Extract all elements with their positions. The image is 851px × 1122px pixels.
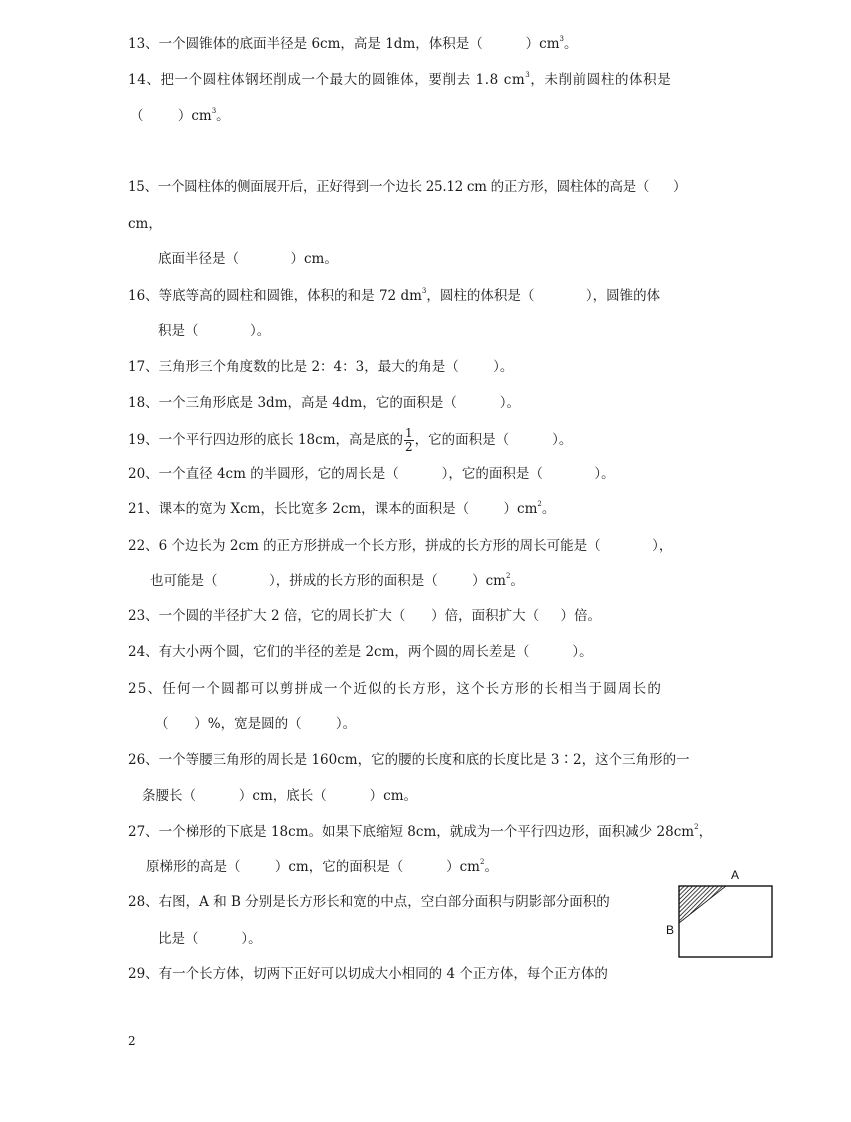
question-text: 积是（ ）。 bbox=[158, 323, 271, 339]
question-end: 。 bbox=[510, 573, 524, 589]
question-text: 底面半径是（ ）cm。 bbox=[158, 251, 338, 267]
question-text: 26、一个等腰三角形的周长是 160cm，它的腰的长度和底的长度比是 3∶2，这个三角形的一 bbox=[128, 752, 690, 768]
question-14-line2 bbox=[130, 106, 230, 126]
question-text: 17、三角形三个角度数的比是 2：4：3，最大的角是（ ）。 bbox=[128, 359, 514, 375]
question-22-line2 bbox=[150, 571, 524, 591]
question-23 bbox=[128, 606, 601, 626]
question-text: 24、有大小两个圆，它们的半径的差是 2cm，两个圆的周长差是（ ）。 bbox=[128, 644, 593, 660]
question-17 bbox=[128, 357, 513, 377]
fraction-denominator: 2 bbox=[405, 440, 413, 454]
question-text: 23、一个圆的半径扩大 2 倍，它的周长扩大（ ）倍，面积扩大（ ）倍。 bbox=[128, 608, 602, 624]
superscript: 2 bbox=[505, 572, 511, 580]
question-24 bbox=[128, 642, 593, 662]
question-text: 比是（ ）。 bbox=[158, 931, 262, 947]
question-14-line1 bbox=[128, 70, 671, 90]
question-end: ，未削前圆柱的体积是 bbox=[530, 72, 672, 88]
question-end: ，它的面积是（ ）。 bbox=[414, 432, 573, 448]
question-21 bbox=[128, 499, 555, 519]
shaded-triangle bbox=[679, 886, 726, 923]
question-text: 27、一个梯形的下底是 18cm。如果下底缩短 8cm，就成为一个平行四边形，面积减少 28cm bbox=[128, 824, 695, 840]
question-28-line1 bbox=[128, 892, 610, 912]
question-text: 22、6 个边长为 2cm 的正方形拼成一个长方形，拼成的长方形的周长可能是（ ）， bbox=[128, 538, 673, 554]
superscript: 3 bbox=[211, 107, 217, 115]
question-18 bbox=[128, 393, 520, 413]
superscript: 2 bbox=[479, 858, 485, 866]
label-b: B bbox=[666, 923, 675, 937]
question-end: 。 bbox=[216, 108, 230, 124]
question-end: ，圆柱的体积是（ ），圆锥的体 bbox=[426, 288, 661, 304]
question-25-line2 bbox=[155, 714, 356, 734]
question-end: 。 bbox=[484, 859, 498, 875]
rectangle-shaded-triangle-figure bbox=[660, 862, 790, 962]
question-26-line1 bbox=[128, 750, 690, 770]
page-number: 2 bbox=[128, 1034, 136, 1048]
superscript: 3 bbox=[525, 71, 531, 79]
superscript: 2 bbox=[537, 500, 542, 508]
question-15-line2 bbox=[128, 214, 162, 234]
question-27-line1 bbox=[128, 822, 712, 842]
question-22-line1 bbox=[128, 536, 672, 556]
question-text: 14、把一个圆柱体钢坯削成一个最大的圆锥体，要削去 1.8 cm bbox=[128, 72, 526, 88]
question-text: 16、等底等高的圆柱和圆锥，体积的和是 72 dm bbox=[128, 288, 422, 304]
question-end: ， bbox=[698, 824, 713, 840]
question-16-line1 bbox=[128, 286, 660, 306]
question-text: 19、一个平行四边形的底长 18cm，高是底的 bbox=[128, 432, 404, 448]
question-end: 。 bbox=[564, 36, 578, 52]
question-text: （ ）%，宽是圆的（ ）。 bbox=[155, 716, 357, 732]
question-25-line1 bbox=[128, 679, 662, 699]
question-text: 13、一个圆锥体的底面半径是 6cm，高是 1dm，体积是（ ）cm bbox=[128, 36, 560, 52]
fraction-numerator: 1 bbox=[405, 426, 413, 440]
question-text: 20、一个直径 4cm 的半圆形，它的周长是（ ），它的面积是（ ）。 bbox=[128, 466, 615, 482]
question-13 bbox=[128, 34, 578, 54]
question-text: 29、有一个长方体，切两下正好可以切成大小相同的 4 个正方体，每个正方体的 bbox=[128, 966, 608, 982]
question-15-line1 bbox=[128, 177, 686, 197]
superscript: 3 bbox=[421, 287, 427, 295]
question-text: 原梯形的高是（ ）cm，它的面积是（ ）cm bbox=[146, 859, 480, 875]
question-text: 25、任何一个圆都可以剪拼成一个近似的长方形，这个长方形的长相当于圆周长的 bbox=[128, 681, 663, 697]
superscript: 2 bbox=[694, 823, 699, 831]
question-text: （ ）cm bbox=[130, 108, 212, 124]
question-27-line2 bbox=[146, 857, 498, 877]
question-text: 28、右图，A 和 B 分别是长方形长和宽的中点，空白部分面积与阴影部分面积的 bbox=[128, 894, 610, 910]
question-end: 。 bbox=[541, 501, 556, 517]
label-a: A bbox=[731, 868, 740, 882]
question-text: cm， bbox=[128, 216, 162, 232]
question-text: 21、课本的宽为 Xcm，长比宽多 2cm，课本的面积是（ ）cm bbox=[128, 501, 538, 517]
question-28-line2 bbox=[158, 929, 262, 949]
question-19 bbox=[128, 427, 572, 454]
superscript: 3 bbox=[559, 35, 564, 43]
question-15-line3 bbox=[158, 249, 338, 269]
question-16-line2 bbox=[158, 321, 270, 341]
question-29 bbox=[128, 964, 608, 984]
question-text: 15、一个圆柱体的侧面展开后，正好得到一个边长 25.12 cm 的正方形，圆柱体的高是（ ） bbox=[128, 179, 687, 195]
question-26-line2 bbox=[142, 786, 417, 806]
question-text: 18、一个三角形底是 3dm，高是 4dm，它的面积是（ ）。 bbox=[128, 395, 520, 411]
question-text: 条腰长（ ）cm，底长（ ）cm。 bbox=[142, 788, 418, 804]
question-20 bbox=[128, 464, 615, 484]
fraction-one-half bbox=[404, 427, 414, 454]
question-text: 也可能是（ ），拼成的长方形的面积是（ ）cm bbox=[150, 573, 506, 589]
